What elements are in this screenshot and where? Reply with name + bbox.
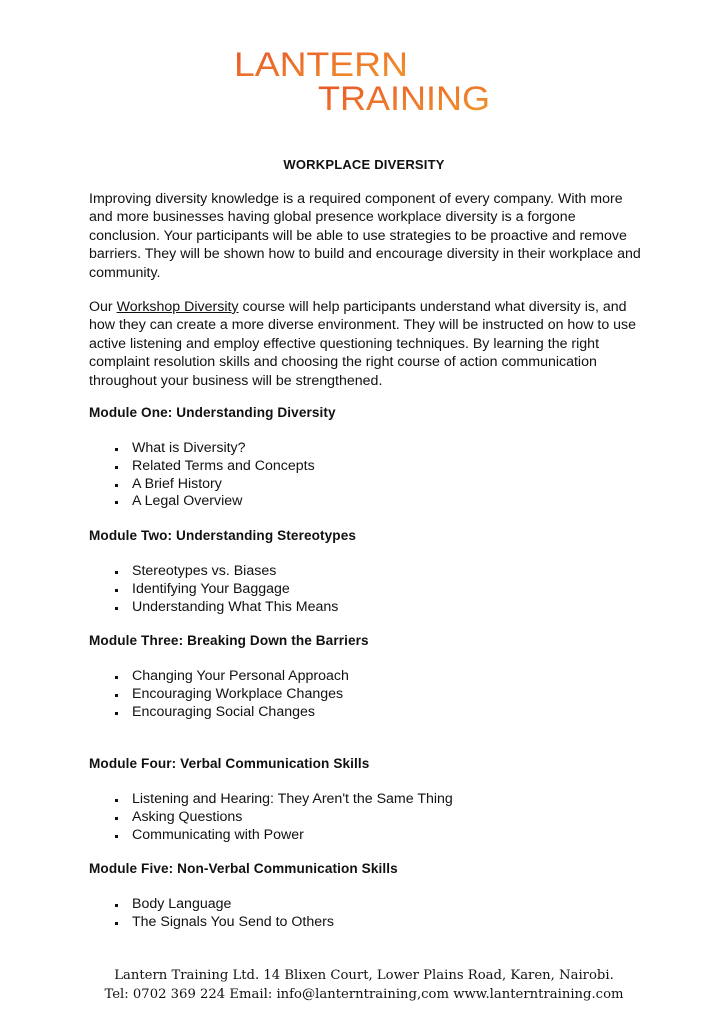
- list-item: What is Diversity?: [115, 440, 315, 458]
- topic-list: [115, 791, 453, 844]
- list-item: Body Language: [115, 896, 334, 914]
- list-item: Encouraging Workplace Changes: [115, 686, 349, 704]
- list-item: Related Terms and Concepts: [115, 458, 315, 476]
- workshop-diversity-link[interactable]: Workshop Diversity: [116, 299, 239, 315]
- topic-list: [115, 896, 334, 932]
- list-item: A Brief History: [115, 476, 315, 494]
- logo-graphic: [232, 44, 504, 114]
- logo-line1: LANTERN: [234, 46, 408, 84]
- lantern-training-logo: [232, 44, 504, 114]
- logo-line2: TRAINING: [318, 80, 490, 114]
- module-heading: Module One: Understanding Diversity: [89, 405, 336, 420]
- list-item: The Signals You Send to Others: [115, 914, 334, 932]
- module-heading: Module Five: Non-Verbal Communication Skills: [89, 861, 398, 876]
- list-item: Understanding What This Means: [115, 599, 338, 617]
- list-item: Asking Questions: [115, 809, 453, 827]
- list-item: Changing Your Personal Approach: [115, 668, 349, 686]
- topic-list: [115, 563, 338, 616]
- topic-list: [115, 668, 349, 721]
- list-item: Stereotypes vs. Biases: [115, 563, 338, 581]
- module-heading: Module Three: Breaking Down the Barriers: [89, 633, 369, 648]
- module-heading: Module Four: Verbal Communication Skills: [89, 756, 370, 771]
- list-item: Identifying Your Baggage: [115, 581, 338, 599]
- list-item: A Legal Overview: [115, 493, 315, 511]
- footer-address: Lantern Training Ltd. 14 Blixen Court, Lower Plains Road, Karen, Nairobi.: [114, 968, 614, 983]
- list-item: Listening and Hearing: They Aren't the Same Thing: [115, 791, 453, 809]
- list-item: Encouraging Social Changes: [115, 704, 349, 722]
- topic-list: [115, 440, 315, 511]
- course-paragraph-before: Our: [89, 299, 117, 315]
- footer-contact: Tel: 0702 369 224 Email: info@lanterntraining,com www.lanterntraining.com: [104, 987, 624, 1002]
- document-title: WORKPLACE DIVERSITY: [283, 157, 445, 172]
- intro-paragraph: Improving diversity knowledge is a required component of every company. With more and more businesses having global presence workplace diversity is a forgone conclusion. Your participants will be able to use strategies to be proactive and remove barriers. They will be shown how to build and encourage diversity in their workplace and community.: [89, 191, 641, 281]
- list-item: Communicating with Power: [115, 827, 453, 845]
- course-paragraph: [89, 298, 649, 390]
- course-paragraph-after: course will help participants understand what diversity is, and how they can create a more diverse environment. They will be instructed on how to use active listening and employ effective questioning techniques. By learning the right complaint resolution skills and choosing the right course of action communication throughout your business will be strengthened.: [89, 299, 637, 389]
- module-heading: Module Two: Understanding Stereotypes: [89, 528, 357, 543]
